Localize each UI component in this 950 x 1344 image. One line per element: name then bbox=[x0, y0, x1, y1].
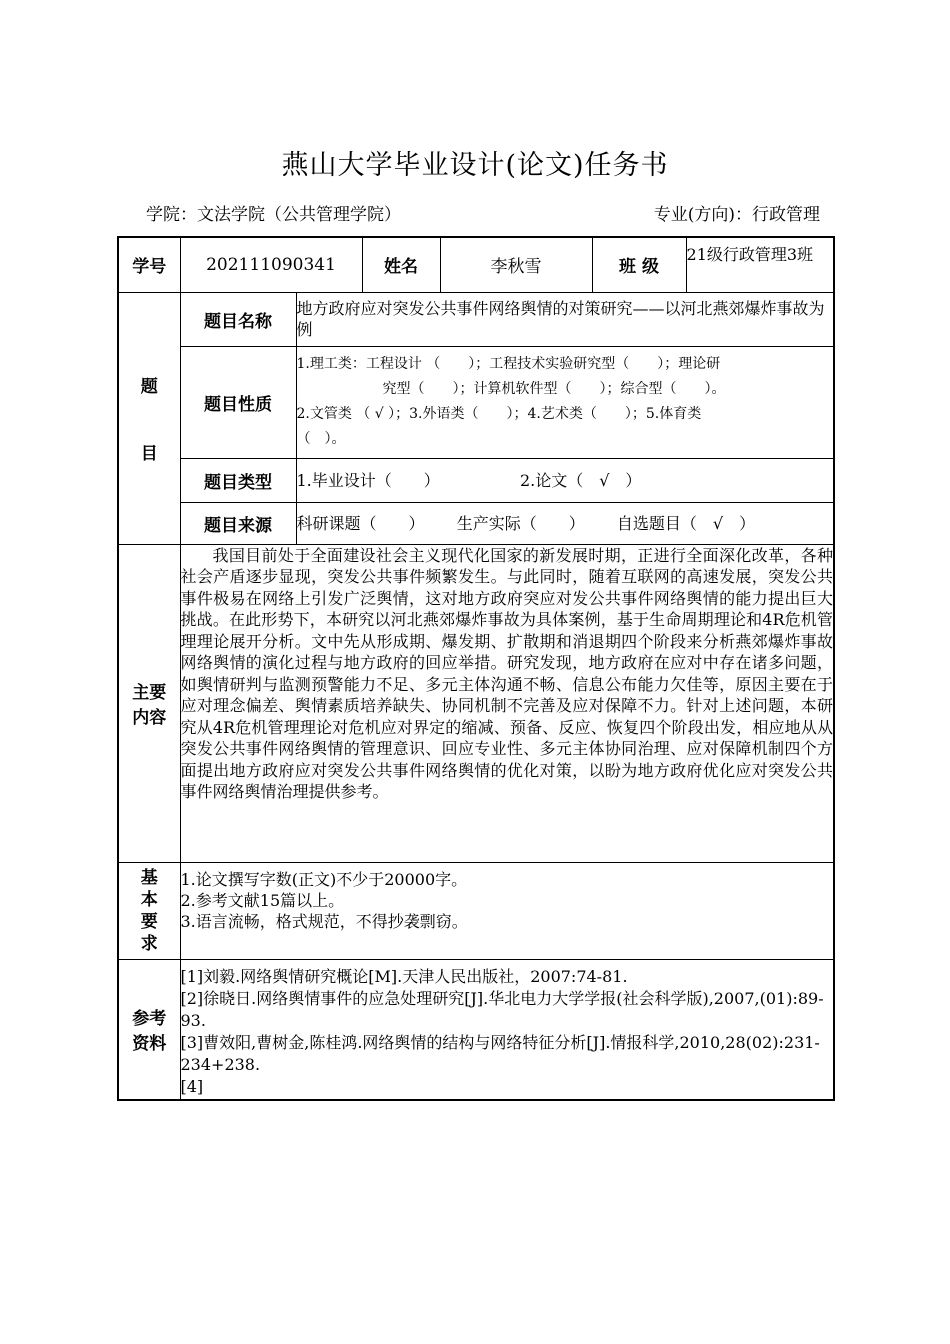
references-label-line-1: 参考 bbox=[132, 1009, 167, 1030]
type-option-paper: 2.论文（ √ ） bbox=[519, 470, 642, 490]
major-field: 专业(方向)：行政管理 bbox=[653, 205, 820, 225]
content-label-line-2: 内容 bbox=[132, 708, 167, 728]
source-option-self: 自选题目（ √ ） bbox=[616, 513, 756, 533]
reference-item: [3]曹效阳,曹树金,陈桂鸿.网络舆情的结构与网络特征分析[J].情报科学,2010,28(02):231-234+238. bbox=[180, 1032, 820, 1074]
content-label-line-1: 主要 bbox=[132, 683, 167, 703]
nature-line-2: 究型（ ）；计算机软件型（ ）；综合型（ ）。 bbox=[382, 381, 726, 397]
topic-type-label: 题目类型 bbox=[180, 458, 296, 502]
student-row bbox=[118, 237, 834, 292]
requirements-char-1: 基 bbox=[140, 867, 158, 888]
requirements-char-2: 本 bbox=[140, 889, 158, 910]
requirements-char-4: 求 bbox=[140, 933, 158, 954]
topic-source-row bbox=[118, 502, 834, 544]
requirements-label bbox=[118, 862, 180, 959]
nature-line-3: 2.文管类 （ √ ）；3.外语类（ ）；4.艺术类（ ）；5.体育类 bbox=[296, 406, 702, 422]
class-label: 班 级 bbox=[592, 237, 686, 292]
topic-name-row bbox=[118, 292, 834, 346]
reference-item: [1]刘毅.网络舆情研究概论[M].天津人民出版社，2007:74-81. bbox=[180, 966, 628, 986]
topic-char-1: 题 bbox=[140, 377, 158, 397]
requirements-list bbox=[180, 862, 834, 959]
topic-name-label: 题目名称 bbox=[180, 292, 296, 346]
references-label-line-2: 资料 bbox=[132, 1034, 167, 1055]
source-option-research: 科研课题（ ） bbox=[296, 513, 425, 533]
requirement-item: 1.论文撰写字数(正文)不少于20000字。 bbox=[180, 869, 468, 889]
content-paragraph: 我国目前处于全面建设社会主义现代化国家的新发展时期，正进行全面深化改革，各种社会产盾逐步显现，突发公共事件频繁发生。与此同时，随着互联网的高速发展，突发公共事件极易在网络上引发广泛舆情，这对地方政府突应对发公共事件网络舆情的能力提出巨大挑战。在此形势下，本研究以河北燕郊爆炸事故为具体案例，基于生命周期理论和4R危机管理理论展开分析。文中先从形成期、爆发期、扩散期和消退期四个阶段来分析燕郊爆炸事故网络舆情的演化过程与地方政府的回应举措。研究发现，地方政府在应对中存在诸多问题，如舆情研判与监测预警能力不足、多元主体沟通不畅、信息公布能力欠佳等，原因主要在于应对理念偏差、舆情素质培养缺失、协同机制不完善及应对保障不力。针对上述问题，本研究从4R危机管理理论对危机应对界定的缩减、预备、反应、恢复四个阶段出发，相应地从从突发公共事件网络舆情的管理意识、回应专业性、多元主体协同治理、应对保障机制四个方面提出地方政府应对突发公共事件网络舆情的优化对策，以盼为地方政府优化应对突发公共事件网络舆情治理提供参考。 bbox=[180, 545, 834, 801]
topic-type-value bbox=[296, 458, 834, 502]
topic-source-value bbox=[296, 502, 834, 544]
topic-type-row bbox=[118, 458, 834, 502]
content-text-cell bbox=[180, 544, 834, 862]
source-option-production: 生产实际（ ） bbox=[456, 513, 585, 533]
class-value: 21级行政管理3班 bbox=[686, 237, 834, 292]
college-field: 学院：文法学院（公共管理学院） bbox=[146, 205, 401, 225]
nature-line-4: （ ）。 bbox=[296, 431, 346, 447]
nature-line-1: 1.理工类：工程设计 （ ）；工程技术实验研究型（ ）；理论研 bbox=[296, 356, 721, 372]
student-id-value: 202111090341 bbox=[180, 237, 362, 292]
requirement-item: 2.参考文献15篇以上。 bbox=[180, 890, 345, 910]
topic-name-value: 地方政府应对突发公共事件网络舆情的对策研究——以河北燕郊爆炸事故为例 bbox=[296, 292, 834, 346]
requirements-char-3: 要 bbox=[140, 911, 158, 932]
topic-nature-label: 题目性质 bbox=[180, 346, 296, 458]
references-list bbox=[180, 959, 834, 1100]
references-row bbox=[118, 959, 834, 1100]
topic-nature-value bbox=[296, 346, 834, 458]
requirement-item: 3.语言流畅，格式规范，不得抄袭剽窃。 bbox=[180, 911, 468, 931]
references-label bbox=[118, 959, 180, 1100]
reference-item: [4] bbox=[180, 1076, 204, 1096]
student-name-label: 姓名 bbox=[362, 237, 440, 292]
topic-source-label: 题目来源 bbox=[180, 502, 296, 544]
task-table bbox=[117, 236, 835, 1101]
reference-item: [2]徐晓日.网络舆情事件的应急处理研究[J].华北电力大学学报(社会科学版),2007,(01):89-93. bbox=[180, 988, 824, 1030]
topic-section-label bbox=[118, 292, 180, 544]
topic-char-2: 目 bbox=[140, 444, 158, 464]
student-name-value: 李秋雪 bbox=[440, 237, 592, 292]
content-label bbox=[118, 544, 180, 862]
type-option-thesis-design: 1.毕业设计（ ） bbox=[296, 470, 440, 490]
requirements-row bbox=[118, 862, 834, 959]
student-id-label: 学号 bbox=[118, 237, 180, 292]
page-title: 燕山大学毕业设计(论文)任务书 bbox=[281, 150, 669, 181]
content-row bbox=[118, 544, 834, 862]
topic-nature-row bbox=[118, 346, 834, 458]
